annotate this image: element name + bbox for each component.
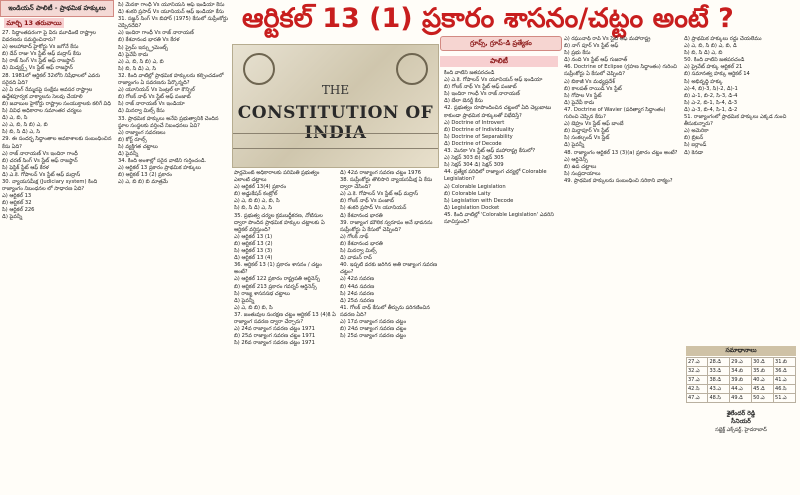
question-line: ఎ) బెహ్రం Vs స్టేట్ ఆఫ్ బాంబే	[564, 121, 624, 128]
question-line: బి) ఆర్టికల్ 213 ప్రకారం గవర్నర్ ఆర్డినెన్స్	[234, 283, 317, 290]
question-line: సి) శంకరి ప్రసాద్ Vs యూనియన్	[340, 205, 407, 212]
question-line: ఎ) యూనియన్ Vs సెంట్రల్ లా కౌన్సిల్	[118, 87, 195, 94]
answer-cell: 35.బి	[752, 367, 774, 376]
question-line: సి) రాజ్ సింగ్ Vs స్టేట్ ఆఫ్ రాజస్థాన్	[2, 58, 75, 65]
question-line: సి) ఫెస్టిక్ స్టేట్ ఆఫ్ కేరళ	[2, 164, 49, 171]
column-1	[2, 30, 114, 495]
question-line: సి) రాజ్ నారాయణ్ Vs ఇండియా	[118, 101, 185, 108]
question-line: 47. Doctrine of Wavier (పరిత్యాగ సిద్ధాంతం) గురించి చెప్పిన కేసు?	[564, 106, 666, 121]
answer-cell: 43.ఎ	[708, 385, 730, 394]
question-line: సి) గోపాల Vs స్టేట్	[564, 92, 602, 99]
question-line: బి) దేవ్ రాజు Vs స్టేట్ ఆఫ్ మద్రాస్ కేసు	[2, 51, 82, 58]
question-line: డి) 25వ సవరణ	[340, 297, 375, 304]
answer-cell: 27.ఎ	[687, 358, 708, 367]
question-line: ఎ) అలహాబాద్ హైకోర్టు Vs జగోనే కేసు	[2, 44, 79, 51]
banner-title: CONSTITUTION OF INDIA	[237, 103, 434, 143]
question-line: 36. ఆర్టికల్ 13 (1) ప్రకారం శాసనం / చట్టం అంటే?	[234, 262, 322, 276]
answer-cell: 51.ఎ	[774, 394, 796, 403]
question-line: బి) మిర్జాపూర్ Vs స్టేట్	[564, 128, 609, 135]
question-line: సి) ఇందిరా గాంధీ Vs రాజ్ నారాయణ్	[444, 91, 520, 98]
answer-cell: 45.డి	[752, 385, 774, 394]
section-header	[0, 0, 114, 17]
question-line: డి) మిడ్వర్డ్స్ Vs స్టేట్ ఆఫ్ రాజస్థాన్	[2, 65, 73, 72]
question-line: సి) సంకల్చంద్ Vs స్టేట్	[564, 135, 610, 142]
question-line: బి) కోర్ట్ రూల్స్	[118, 136, 147, 143]
ornament-icon	[396, 53, 428, 85]
question-line: సి) Legislation with Decode	[444, 197, 514, 204]
question-line: సి) రాజ్య శాసనసభ చట్టాలు	[234, 290, 290, 297]
question-line: సి) ప్రభు కేసు	[564, 50, 591, 57]
question-line: సి) ఎ-2, బి-1, సి-4, డి-3	[684, 99, 738, 106]
answer-cell: 30.డి	[752, 358, 774, 367]
question-line: సి) Doctrine of Separability	[444, 133, 513, 140]
question-line: సి) బి, సి డి) ఎ, సి	[234, 205, 273, 212]
section-label: ఇండియన్ పాలిటీ - ప్రాథమిక హక్కులు	[8, 4, 106, 12]
question-line: డి) పైవన్నీ	[564, 142, 585, 149]
question-line: డి) ఎ, బి, సి	[2, 115, 28, 122]
question-line: ఎ) రాజ్ నారాయణ్ Vs ఇందిరా గాంధీ	[2, 150, 78, 157]
question-line: డి) కెనడా	[684, 149, 704, 156]
question-line: ఎ) ఆర్టికల్ 13(4) ప్రకారం	[234, 184, 287, 191]
continuation-label: మార్చి 13 తరువాయి	[4, 18, 64, 28]
banner-scroll	[233, 133, 438, 149]
answer-cell: 49.డి	[730, 394, 752, 403]
question-line: 35. ప్రభుత్వ చర్యల క్రమబద్ధీకరణ, నోటిసుల ద్వారా పొందిన ప్రాథమిక హక్కుల చట్టాలకు ఏ ఆర్టికల్ వర్తిస్తుంది?	[234, 212, 325, 233]
question-line: 34. కింది అంశాల్లో సరైన వాటిని గుర్తించండి.	[118, 158, 207, 165]
answer-cell: 47.ఎ	[687, 394, 708, 403]
question-line: ఎ) ఎ.కె. గోపాలన్ Vs యూనియన్ ఆఫ్ ఇండియా	[444, 77, 543, 84]
column-5	[444, 70, 560, 495]
question-line: 44. ప్రత్యేక పరిధిలో రాజ్యాంగ చర్యల్లో Colorable Legislation?	[444, 169, 547, 183]
question-line: 27. సిద్ధాంతపరంగా పై వీరు మూడింటి రాష్ట్రాల వివరణను సమర్థించినారు?	[2, 30, 96, 44]
author-role: సీనియర్	[731, 418, 751, 425]
answer-cell: 41.ఎ	[774, 376, 796, 385]
question-line: 30. న్యాయసమీక్ష (Judiciary system) కింది రాజ్యాంగం నిబంధనల లో సాధారణ ఏది?	[2, 178, 98, 193]
column-6	[564, 36, 680, 495]
author-org: సబ్జెక్ట్ ఎక్స్‌పర్ట్, హైదరాబాద్	[715, 427, 767, 433]
author-name: శైలేందర్ రెడ్డి	[726, 410, 756, 417]
question-line: 41. గోలక్ నాథ్ కేసులో తీర్పును పరిగణించిన సవరణ ఏది?	[340, 304, 430, 318]
answer-cell: 32.ఎ	[687, 367, 708, 376]
question-line: సి) బి, సి డి) ఎ, బి	[684, 50, 723, 57]
answer-cell: 48.సి	[708, 394, 730, 403]
constitution-banner	[232, 44, 439, 168]
question-line: ఎ) ఇందిరా గాంధీ Vs రాజ్ నారాయణ్	[118, 30, 194, 37]
question-line: 40. ఇప్పటి వరకు జరిగిన అతి రాజ్యాంగ సవరణ చట్టం?	[340, 262, 438, 276]
question-line: 48. రాజ్యాంగం ఆర్టికల్ 13 (3)(a) ప్రకారం చట్టం అంటే?	[564, 149, 678, 156]
question-line: బి) 25వ రాజ్యాంగ సవరణ చట్టం 1971	[234, 333, 316, 340]
answers-row	[687, 376, 796, 385]
question-line: డి) నంది Vs స్టేట్ ఆఫ్ గుజరాత్	[564, 57, 628, 64]
question-line: ఎ) ఎ, బి బి) ఎ, బి, సి	[234, 198, 280, 205]
question-line: సి) సంప్రదాయాలు	[564, 170, 601, 177]
question-line: ఎ) 24వ రాజ్యాంగ సవరణ చట్టం 1971	[234, 326, 315, 333]
answers-row	[687, 394, 796, 403]
banner-the: THE	[321, 83, 350, 97]
question-line: బి) సమానత్వ హక్కు ఆర్టికల్ 14	[684, 71, 750, 78]
question-line: సి) మేనకా గాంధీ Vs యూనియన్ ఆఫ్ ఇండియా కేసు	[118, 2, 225, 8]
question-line: ఎ) గోలక్ నాథ్	[340, 233, 369, 240]
question-line: ఎ) రాజ్యాంగ సవరణలు	[118, 129, 166, 136]
question-line: ఎ) ఎ, బి, సి బి) ఎ, బి	[2, 122, 48, 129]
ornament-icon	[243, 53, 275, 85]
question-line: 49. ప్రాథమిక హక్కులను సంబంధించి సరికాని వాక్యం?	[564, 177, 673, 184]
question-line: ఎ) ఎ.కె. గోపాలన్ Vs స్టేట్ ఆఫ్ మద్రాస్	[340, 191, 418, 198]
question-line: సి) మినర్వా మిల్స్	[340, 248, 377, 255]
question-line: బి) జవాబుల హైకోర్టు రాష్ట్రాల సంయుక్తాలకు కలిగే విధి	[2, 100, 111, 107]
question-line: బి) 44వ సవరణ	[340, 283, 375, 290]
author-block	[686, 410, 796, 434]
question-line: ఎ) Doctrine of Introvert	[444, 119, 505, 126]
question-line: ఎ) ఆర్టికల్ 122 ప్రకారం రాష్ట్రపతి ఆర్డినెన్స్	[234, 276, 320, 283]
question-line: బి) ఆర్టికల్ 32	[2, 200, 32, 207]
question-line: డి) ఎ-3, బి-4, సి-1, డి-2	[684, 106, 738, 113]
question-line: 45. కింది వాటిల్లో 'Colorable Legislation' ఎవరిని సూచిస్తుంది?	[444, 211, 554, 225]
question-line: 28. 1981లో ఆర్టికల్ 32లోని నిషేధాలలో ఎవరు సరైనది ఏది?	[2, 72, 101, 86]
question-line: బి) చరణ్ సింగ్ Vs స్టేట్ ఆఫ్ రాజస్థాన్	[2, 157, 78, 164]
question-line: డి) ప్రాథమిక హక్కులు రద్దు చేయలేము	[684, 36, 762, 42]
question-line: డి) ఆర్టికల్ 13 (4)	[234, 255, 273, 262]
question-line: సి) 25వ రాజ్యాంగ సవరణ చట్టం	[340, 333, 407, 340]
answers-row	[687, 385, 796, 394]
question-line: ఎ) ఆర్టికల్ 13 ప్రకారం ప్రాథమిక హక్కులు	[118, 165, 201, 172]
question-line: సి) ఆర్టికల్ 13 (3)	[234, 248, 273, 255]
question-line: 33. ప్రాథమిక హక్కులు అనేవి ప్రభుత్వానికి చెందిన స్థూల సంస్థలకు వర్తించే నిబంధనలు ఏవి?	[118, 115, 219, 129]
question-line: సి) ఐర్లాండ్	[684, 142, 707, 149]
polity-label: పాలిటీ	[440, 56, 558, 67]
question-line: ఎ) ఎ, బి బి) బి, సి	[234, 304, 273, 311]
answer-cell: 33.డి	[708, 367, 730, 376]
answer-cell: 46.సి	[774, 385, 796, 394]
question-line: డి) మినర్వా మిల్స్ కేసు	[118, 108, 165, 115]
question-line: బి) ఆర్టికల్ 13 (2) ప్రకారం	[118, 172, 173, 179]
question-line: ఎ) ఆర్టికల్ 13 (1)	[234, 233, 273, 240]
question-line: ఎ) రఘునాథ్ రావ్ Vs స్టేట్ ఆఫ్ మహారాష్ట్ర	[564, 36, 651, 42]
question-line: బి) అడ్జుకేషన్ కంట్రోల్	[234, 191, 278, 198]
answers-row	[687, 358, 796, 367]
groups-pill: గ్రూప్స్, గ్రూప్-డి ప్రత్యేకం	[440, 36, 562, 51]
question-line: ఎ) ఎ, బి, సి బి) ఎ, బి	[118, 58, 164, 65]
question-line: డి) Doctrine of Decode	[444, 140, 502, 147]
question-line: డి) పైవేవీ కాదు	[564, 99, 595, 106]
question-line: 43. మెనకా Vs స్టేట్ ఆఫ్ మహారాష్ట్ర కేసులో?	[444, 148, 536, 155]
column-4	[340, 170, 440, 495]
question-line: 50. కింది వాటిని జతపరచండి	[684, 57, 745, 64]
answer-cell: 31.బి	[774, 358, 796, 367]
question-line: బి) గోలక్ నాథ్ Vs స్టేట్ ఆఫ్ పంజాబ్	[444, 84, 517, 91]
question-line: డి) పైవన్నీ	[118, 150, 139, 157]
question-line: ఎ) ఆర్డినెన్స్	[564, 156, 588, 163]
question-line: బి) ఎ-1, బి-2, సి-3, డి-4	[684, 92, 738, 99]
question-line: సి) వివిధ అధికారాల సమాంతర చర్యలు	[2, 108, 82, 115]
answer-cell: 38.డి	[708, 376, 730, 385]
question-line: బి) కాలపత్ రాయిడ్ Vs స్టేట్	[564, 85, 622, 92]
question-line: ఎ) ప్రైవేట్ హక్కు ఆర్టికల్ 21	[684, 64, 743, 71]
question-line: 51. రాజ్యాంగంలో ప్రాథమిక హక్కులు ఎక్కడ నుంచి తీసుకున్నారు?	[684, 114, 787, 128]
question-line: బి) Doctrine of Individuality	[444, 126, 514, 133]
question-line: సి) ప్రైమ్ ఇన్స్ట్రుమెంట్స్	[118, 44, 168, 51]
answer-cell: 34.బి	[730, 367, 752, 376]
question-line: సి) బి, సి డి) ఎ, సి	[2, 129, 41, 136]
main-title: ఆర్టికల్ 13 (1) ప్రకారం శాసనం/చట్టం అంటే ?	[242, 3, 734, 34]
question-line: ఎ) సెక్షన్ 303 బి) సెక్షన్ 305	[444, 155, 504, 162]
question-line: ఎ) ఎ, బి బి) బి మాత్రమే	[118, 179, 168, 186]
question-line: డి) బేలా బెనర్జీ కేసు	[444, 98, 483, 105]
question-line: సి) సెక్షన్ 304 డి) సెక్షన్ 309	[444, 162, 504, 169]
question-line: బి) గోలక్ నాథ్ Vs స్టేట్ ఆఫ్ పంజాబ్	[118, 94, 191, 101]
answer-cell: 44.ఎ	[730, 385, 752, 394]
column-2	[118, 2, 230, 495]
column-3	[234, 170, 336, 495]
question-line: డి) పైవన్నీ	[234, 297, 255, 304]
question-line: ఎ)-4, బి)-3, సి)-2, డి)-1	[684, 85, 738, 92]
question-line: డి) పైవేవీ కాదు	[118, 51, 149, 58]
answer-cell: 42.సి	[687, 385, 708, 394]
question-line: ఎ) ఏ రంగ్ రేమ్మనపై సంక్షేమ అవసర రాష్ట్రాల ఉద్దేశపూర్వక వాక్యాలను సెలవు చేయాలి	[2, 86, 93, 100]
answer-cell: 37.ఎ	[687, 376, 708, 385]
question-line: ఎ) ఆర్టికల్ 13	[2, 193, 32, 200]
question-line: డి) పైవన్నీ	[2, 214, 23, 221]
answers-table	[686, 357, 796, 403]
question-line: ఎ) ఎ, బి, సి బి) ఎ, బి, డి	[684, 43, 737, 50]
question-line: బి) 24వ రాజ్యాంగ సవరణ చట్టం	[340, 326, 407, 333]
answer-cell: 29.ఎ	[730, 358, 752, 367]
question-line: సి) బి, సి డి) ఎ, సి	[118, 65, 157, 72]
answer-cell: 40.ఎ	[752, 376, 774, 385]
question-line: బి) ఉప చట్టాలు	[564, 163, 597, 170]
question-line: 32. కింది వాటిల్లో ప్రాథమిక హక్కులను కల్పించడంలో రాజ్యాంగం ఏ సవరణను పేర్కొన్నది?	[118, 72, 224, 87]
question-line: ఎ) 17వ రాజ్యాంగ సవరణ చట్టం	[340, 318, 407, 325]
question-line: డి) కేశవానంద భారతి	[340, 212, 383, 219]
question-line: డి) శంకరి ప్రసాద్ Vs యూనియన్ ఆఫ్ ఇండియా కేసు	[118, 9, 224, 16]
question-line: బి) కేశవానంద భారతి	[340, 240, 383, 247]
question-line: డి) ఎ.కె. గోపాలన్ Vs స్టేట్ ఆఫ్ మద్రాస్	[2, 171, 81, 178]
question-line: సి) 24వ సవరణ	[340, 290, 374, 297]
question-line: ఎ) బికాజీ Vs మధ్యప్రదేశ్	[564, 78, 615, 85]
question-line: 31. సజ్జన్ సింగ్ Vs బిహార్ (1975) కేసులో సుప్రీంకోర్టు చెప్పినదేది?	[118, 16, 229, 30]
question-line: బి) ఆర్టికల్ 13 (2)	[234, 240, 273, 247]
question-line: డి) Legislation Docket	[444, 204, 500, 211]
answer-cell: 50.ఎ	[752, 394, 774, 403]
question-line: సి) అభివృద్ధి హక్కు	[684, 78, 723, 85]
question-line: 38. సుప్రీంకోర్టు తొలిసారి న్యాయసమీక్ష ఏ కేసు ద్వారా చేసింది?	[340, 177, 433, 191]
question-line: సి) వ్యక్తిగత చట్టాలు	[118, 143, 158, 150]
question-line: 29. ఈ సందర్భ సిద్ధాంతాల అవకాశాలకు సంబంధించిన కేసు ఏది?	[2, 136, 112, 150]
answer-cell: 39.బి	[730, 376, 752, 385]
question-line: 42. ప్రభుత్వం రూపొందించిన చట్టంలో ఏది చెల్లుబాటు కాకుండా ప్రాథమిక హక్కులతో విభేదిస్తే?	[444, 105, 552, 119]
question-line: పార్లమెంట్ అధికారాలకు పరిమితి ప్రభుత్వం ఎలాంటి చట్టాలు	[234, 170, 320, 184]
answer-cell: 28.డి	[708, 358, 730, 367]
question-line: 39. రాజ్యాంగ మౌలిక స్వరూపం అనే భావనను సుప్రీంకోర్టు ఏ కేసులో చెప్పింది?	[340, 219, 433, 233]
question-line: బి) గోలక్ నాథ్ Vs పంజాబ్	[340, 198, 394, 205]
question-line: ఎ) అమెరికా	[684, 128, 709, 135]
question-line: ఎ) Colorable Legislation	[444, 183, 506, 190]
question-line: డి) వామన్ రావ్	[340, 255, 372, 262]
question-line: సి) ఆర్టికల్ 226	[2, 207, 35, 214]
answers-heading: సమాధానాలు	[686, 346, 796, 356]
question-line: ఎ) 42వ సవరణ	[340, 276, 374, 283]
question-line: కింది వాటిని జతపరచండి	[444, 70, 495, 76]
question-line: 37. జంతువుల సంరక్షణ చట్టం ఆర్టికల్ 13 (4)కి ఏ రాజ్యాంగ సవరణ ద్వారా చేర్చారు?	[234, 311, 336, 325]
answer-cell: 36.డి	[774, 367, 796, 376]
question-line: బి) బ్రిటన్	[684, 135, 704, 142]
question-line: డి) 42వ రాజ్యాంగ సవరణ చట్టం 1976	[340, 170, 422, 176]
question-line: బి) కేశవానంద భారతి Vs కేరళ	[118, 37, 180, 44]
column-7	[684, 36, 798, 345]
answers-row	[687, 367, 796, 376]
question-line: సి) 26వ రాజ్యాంగ సవరణ చట్టం 1971	[234, 340, 315, 347]
question-line: బి) నాగ్ పూర్ Vs స్టేట్ ఆఫ్	[564, 43, 619, 50]
question-line: 46. Doctrine of Eclipse (గ్రహణ సిద్ధాంతం) గురించి సుప్రీంకోర్టు ఏ కేసులో చెప్పింది?	[564, 64, 677, 78]
question-line: బి) Colorable Laity	[444, 190, 491, 197]
